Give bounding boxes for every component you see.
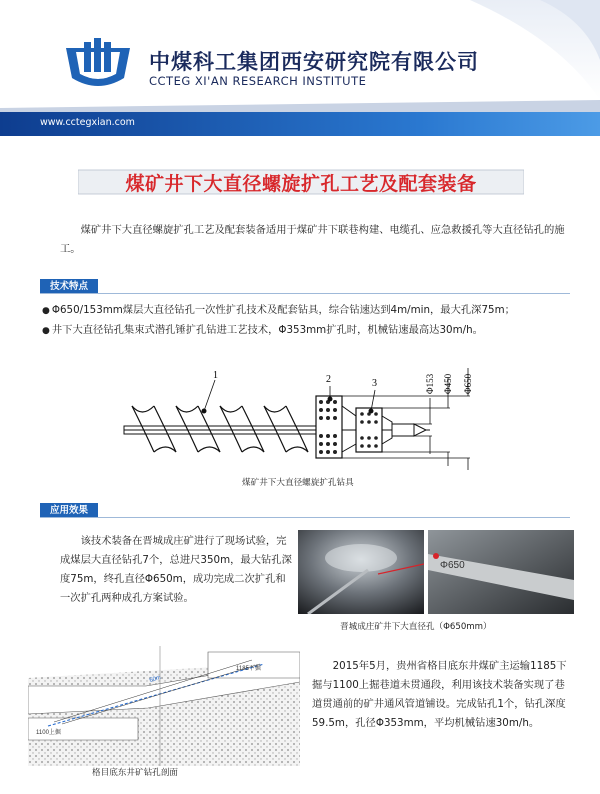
website-url[interactable]: www.cctegxian.com xyxy=(40,117,135,128)
page-title: 煤矿井下大直径螺旋扩孔工艺及配套装备 xyxy=(125,173,477,195)
borehole-profile-diagram xyxy=(28,622,300,766)
intro-paragraph: 煤矿井下大直径螺旋扩孔工艺及配套装备适用于煤矿井下联巷构建、电缆孔、应急救援孔等大直径钻孔的施工。 xyxy=(60,224,565,255)
title-banner xyxy=(78,166,524,198)
section-heading-features: 技术特点 xyxy=(40,279,98,294)
diagram-caption: 煤矿井下大直径螺旋扩孔钻具 xyxy=(242,478,354,488)
section-heading-application: 应用效果 xyxy=(40,503,98,518)
photo-caption: 晋城成庄矿井下大直径孔（Φ650mm） xyxy=(340,622,492,632)
reamer-body-2 xyxy=(316,396,342,458)
dimension-phi450: Φ450 xyxy=(443,373,453,394)
borehole-photo-wide xyxy=(298,530,424,614)
section-divider xyxy=(40,517,570,518)
dimension-phi650: Φ650 xyxy=(463,373,473,394)
page-header xyxy=(0,0,600,110)
part-label-3: 3 xyxy=(372,378,377,389)
borehole-photo-closeup xyxy=(428,530,574,614)
profile-caption: 格目底东井矿钻孔剖面 xyxy=(92,768,178,778)
company-name-en: CCTEG XI'AN RESEARCH INSTITUTE xyxy=(149,74,367,88)
feature-list xyxy=(42,301,572,341)
spiral-flights xyxy=(132,406,308,452)
feature-item: ● 井下大直径钻孔集束式潜孔锤扩孔钻进工艺技术，Φ353mm扩孔时，机械钻速最高达30m/h。 xyxy=(42,321,572,341)
profile-length-label: 60m xyxy=(148,674,162,684)
part-label-2: 2 xyxy=(326,374,331,385)
profile-label-lower: 1100上掘 xyxy=(36,730,61,736)
section-divider xyxy=(40,293,570,294)
feature-item: ● Φ650/153mm煤层大直径钻孔一次性扩孔技术及配套钻具，综合钻速达到4m/min，最大孔深75m； xyxy=(42,301,572,321)
profile-label-upper: 1185下掘 xyxy=(236,666,261,672)
dimension-phi153: Φ153 xyxy=(425,373,435,394)
part-label-1: 1 xyxy=(213,370,218,381)
company-name-cn: 中煤科工集团西安研究院有限公司 xyxy=(149,50,479,74)
closing-paragraph: 2015年5月，贵州省格目底东井煤矿主运输1185下掘与1100上掘巷道未贯通段，利用该技术装备实现了巷道贯通前的矿井通风管道铺设。完成钻孔1个，钻孔深度59.5m，孔径Φ353mm，平均机械钻速30m/h。 xyxy=(312,660,567,729)
photo-dimension-label: Φ650 xyxy=(440,560,465,571)
company-logo xyxy=(62,38,134,90)
application-paragraph: 该技术装备在晋城成庄矿进行了现场试验，完成煤层大直径钻孔7个，总进尺350m，最大钻孔深度75m，终孔直径Φ650m，成功完成二次扩孔和一次扩孔两种成孔方案试验。 xyxy=(60,535,292,604)
reaming-tool-diagram xyxy=(120,358,490,474)
